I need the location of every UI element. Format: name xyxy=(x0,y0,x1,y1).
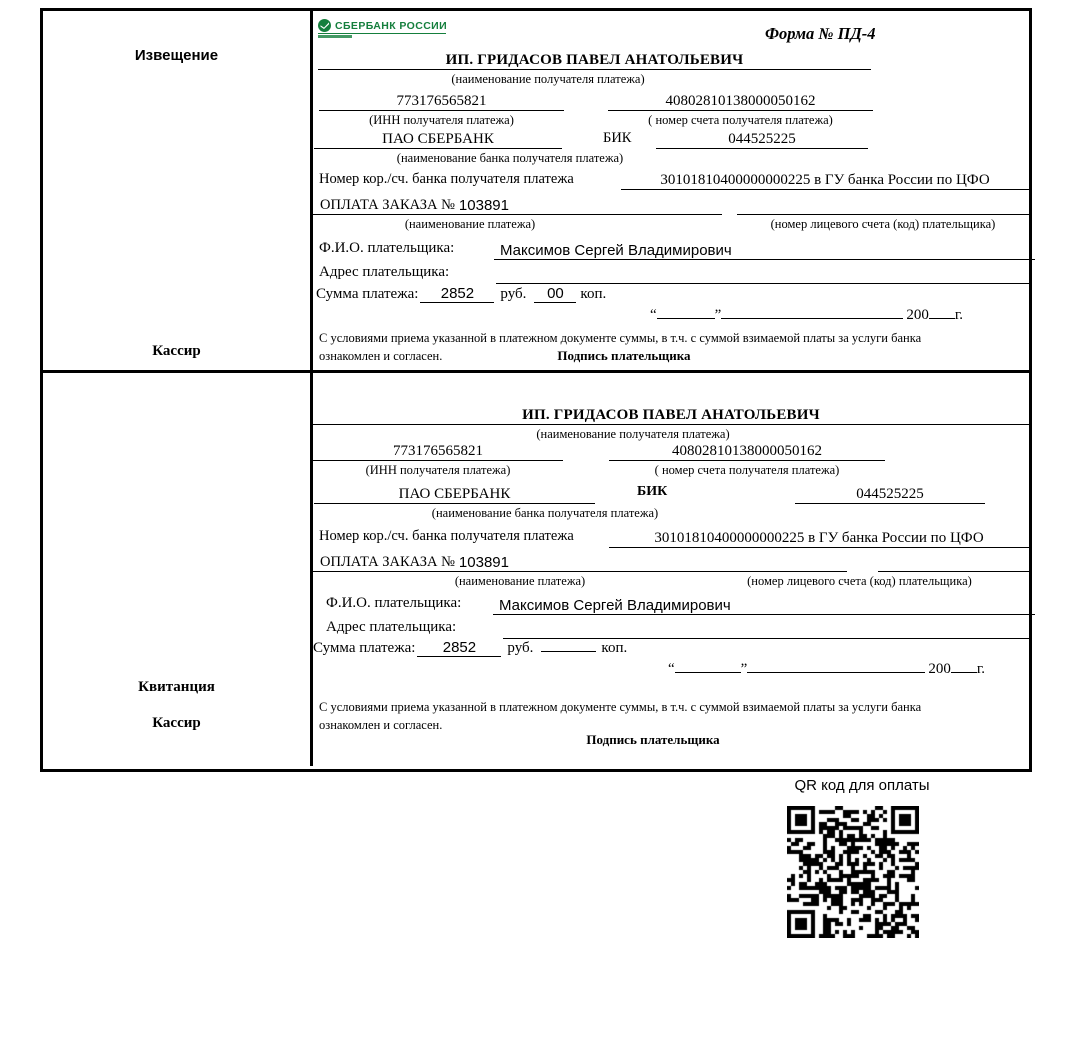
order-number: 103891 xyxy=(458,553,509,571)
logo-tagline-bar xyxy=(318,35,352,38)
qr-code xyxy=(787,806,919,938)
payer-fio-field: Максимов Сергей Владимирович xyxy=(493,591,1035,615)
payer-address-label: Адрес плательщика: xyxy=(319,264,450,280)
bank-name-field: ПАО СБЕРБАНК xyxy=(314,479,595,504)
payer-code-field xyxy=(737,192,1029,215)
payer-fio-label: Ф.И.О. плательщика: xyxy=(326,595,462,611)
bank-name-field: ПАО СБЕРБАНК xyxy=(314,125,562,149)
sum-label: Сумма платежа: xyxy=(313,640,416,656)
inn-field: 773176565821 xyxy=(319,87,564,111)
receipt-stub xyxy=(43,373,313,766)
pd4-form xyxy=(40,8,1032,772)
recipient-name: ИП. ГРИДАСОВ ПАВЕЛ АНАТОЛЬЕВИЧ xyxy=(318,41,871,70)
purpose-hint: (наименование платежа) xyxy=(404,217,536,231)
terms-line2: ознакомлен и согласен. xyxy=(319,718,443,733)
kop-label: коп. xyxy=(601,640,628,656)
inn-hint: (ИНН получателя платежа) xyxy=(365,463,511,477)
corr-field: 30101810400000000225 в ГУ банка России по ЦФО xyxy=(609,524,1029,548)
bank-hint: (наименование банка получателя платежа) xyxy=(396,151,624,165)
quote-close: ” xyxy=(714,307,722,323)
signature-label: Подпись плательщика xyxy=(557,348,691,364)
sberbank-logo-icon xyxy=(318,19,331,32)
notice-stub xyxy=(43,11,313,370)
bik-label: БИК xyxy=(637,484,668,499)
inn-hint: (ИНН получателя платежа) xyxy=(369,113,514,127)
payer-fio-label: Ф.И.О. плательщика: xyxy=(319,240,455,256)
quote-open: “ xyxy=(668,661,675,677)
payer-fio-field: Максимов Сергей Владимирович xyxy=(494,236,1035,260)
terms-line2: ознакомлен и согласен. xyxy=(319,349,443,364)
sum-label: Сумма платежа: xyxy=(316,286,419,302)
payer-address-field xyxy=(496,260,1029,284)
purpose-text: ОПЛАТА ЗАКАЗА № xyxy=(320,197,455,214)
receipt-label: Квитанция xyxy=(138,679,215,695)
signature-label: Подпись плательщика xyxy=(586,732,720,747)
purpose-field xyxy=(313,192,722,215)
cashier-label: Кассир xyxy=(152,715,201,731)
quote-open: “ xyxy=(650,307,657,323)
logo-rule xyxy=(318,33,446,34)
rub-label: руб. xyxy=(507,640,534,656)
month-field xyxy=(747,672,925,673)
year-field xyxy=(929,318,955,319)
notice-label: Извещение xyxy=(134,47,219,64)
year-suffix: г. xyxy=(954,307,964,323)
corr-label: Номер кор./сч. банка получателя платежа xyxy=(319,528,574,544)
purpose-hint: (наименование платежа) xyxy=(454,574,586,588)
cashier-label: Кассир xyxy=(152,343,201,359)
bik-label: БИК xyxy=(603,130,632,146)
amount-kop-field xyxy=(541,651,596,652)
year-prefix: 200 xyxy=(906,307,929,323)
inn-field: 773176565821 xyxy=(313,439,563,461)
bank-hint: (наименование банка получателя платежа) xyxy=(431,506,659,520)
year-suffix: г. xyxy=(976,661,986,677)
corr-field: 30101810400000000225 в ГУ банка России по ЦФО xyxy=(621,166,1029,190)
payer-code-hint: (номер лицевого счета (код) плательщика) xyxy=(770,217,996,231)
sum-row xyxy=(313,639,627,657)
terms-line1: С условиями приема указанной в платежном документе суммы, в т.ч. с суммой взимаемой платы за услуги банка xyxy=(319,700,922,714)
form-number-label: Форма № ПД-4 xyxy=(765,24,876,43)
kop-label: коп. xyxy=(580,286,607,302)
amount-kop-field: 00 xyxy=(534,285,576,303)
quote-close: ” xyxy=(740,661,748,677)
notice-section xyxy=(43,11,1029,370)
date-row xyxy=(668,661,985,678)
payer-address-field xyxy=(503,615,1029,639)
day-field xyxy=(675,672,741,673)
year-prefix: 200 xyxy=(928,661,951,677)
recipient-hint: (наименование получателя платежа) xyxy=(451,72,645,86)
qr-caption: QR код для оплаты xyxy=(794,777,930,794)
terms-block xyxy=(319,329,979,366)
recipient-name: ИП. ГРИДАСОВ ПАВЕЛ АНАТОЛЬЕВИЧ xyxy=(313,389,1029,425)
year-field xyxy=(951,672,977,673)
receipt-main xyxy=(313,373,1029,766)
account-field: 40802810138000050162 xyxy=(609,439,885,461)
amount-rub-field: 2852 xyxy=(420,285,494,303)
corr-label: Номер кор./сч. банка получателя платежа xyxy=(319,171,574,187)
sum-row xyxy=(316,285,606,303)
rub-label: руб. xyxy=(500,286,527,302)
account-hint: ( номер счета получателя платежа) xyxy=(648,113,833,127)
month-field xyxy=(721,318,903,319)
order-number: 103891 xyxy=(458,196,509,214)
payer-code-hint: (номер лицевого счета (код) плательщика) xyxy=(747,574,972,588)
sberbank-logo xyxy=(318,19,447,38)
sberbank-logo-text: СБЕРБАНК РОССИИ xyxy=(335,19,448,32)
account-field: 40802810138000050162 xyxy=(608,87,873,111)
payer-address-label: Адрес плательщика: xyxy=(326,619,457,635)
bik-field: 044525225 xyxy=(795,479,985,504)
terms-line1: С условиями приема указанной в платежном документе суммы, в т.ч. с суммой взимаемой платы за услуги банка xyxy=(319,331,922,345)
day-field xyxy=(657,318,715,319)
purpose-field xyxy=(313,549,847,572)
account-hint: ( номер счета получателя платежа) xyxy=(654,463,840,477)
recipient-hint: (наименование получателя платежа) xyxy=(536,427,730,441)
receipt-section xyxy=(43,373,1029,766)
purpose-text: ОПЛАТА ЗАКАЗА № xyxy=(320,554,455,571)
date-row xyxy=(650,307,963,324)
terms-block xyxy=(319,698,979,734)
payer-code-field xyxy=(878,549,1029,572)
amount-rub-field: 2852 xyxy=(417,639,501,657)
bik-field: 044525225 xyxy=(656,125,868,149)
notice-main xyxy=(313,11,1029,370)
